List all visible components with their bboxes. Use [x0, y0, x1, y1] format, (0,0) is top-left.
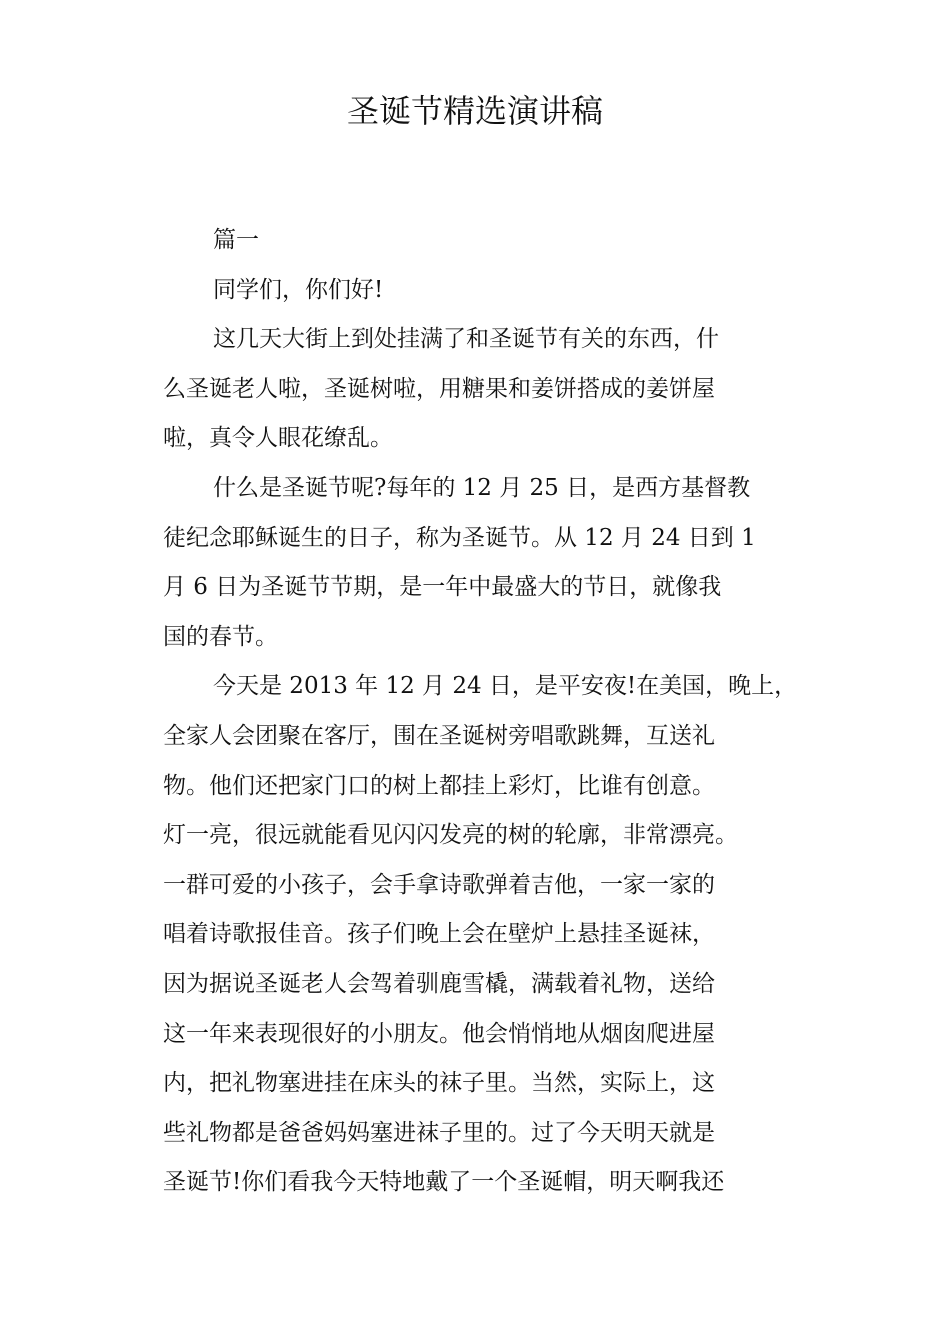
- text-line: 这几天大街上到处挂满了和圣诞节有关的东西，什: [213, 326, 719, 353]
- document-title: 圣诞节精选演讲稿: [346, 92, 603, 130]
- text-line: 徒纪念耶稣诞生的日子，称为圣诞节。从 12 月 24 日到 1: [163, 524, 756, 551]
- text-line: 篇一: [213, 227, 259, 253]
- text-line: 什么是圣诞节呢?每年的 12 月 25 日，是西方基督教: [213, 474, 751, 501]
- text-line: 物。他们还把家门口的树上都挂上彩灯，比谁有创意。: [163, 772, 715, 799]
- text-line: 这一年来表现很好的小朋友。他会悄悄地从烟囱爬进屋: [163, 1020, 715, 1047]
- text-line: 些礼物都是爸爸妈妈塞进袜子里的。过了今天明天就是: [163, 1119, 715, 1146]
- text-line: 月 6 日为圣诞节节期，是一年中最盛大的节日，就像我: [163, 574, 722, 601]
- text-line: 啦，真令人眼花缭乱。: [163, 425, 393, 452]
- text-line: 圣诞节!你们看我今天特地戴了一个圣诞帽，明天啊我还: [163, 1169, 725, 1196]
- text-line: 灯一亮，很远就能看见闪闪发亮的树的轮廓，非常漂亮。: [163, 822, 738, 849]
- text-line: 国的春节。: [163, 623, 278, 650]
- text-line: 一群可爱的小孩子，会手拿诗歌弹着吉他，一家一家的: [163, 871, 715, 898]
- text-line: 全家人会团聚在客厅，围在圣诞树旁唱歌跳舞，互送礼: [163, 722, 715, 749]
- text-line: 内，把礼物塞进挂在床头的袜子里。当然，实际上，这: [163, 1070, 715, 1097]
- text-line: 同学们，你们好!: [213, 276, 384, 303]
- text-line: 么圣诞老人啦，圣诞树啦，用糖果和姜饼搭成的姜饼屋: [163, 375, 715, 402]
- document-body: [163, 216, 823, 1208]
- text-line: 唱着诗歌报佳音。孩子们晚上会在壁炉上悬挂圣诞袜，: [163, 921, 715, 948]
- text-line: 因为据说圣诞老人会驾着驯鹿雪橇，满载着礼物，送给: [163, 970, 715, 997]
- text-line: 今天是 2013 年 12 月 24 日，是平安夜!在美国，晚上，: [213, 673, 798, 700]
